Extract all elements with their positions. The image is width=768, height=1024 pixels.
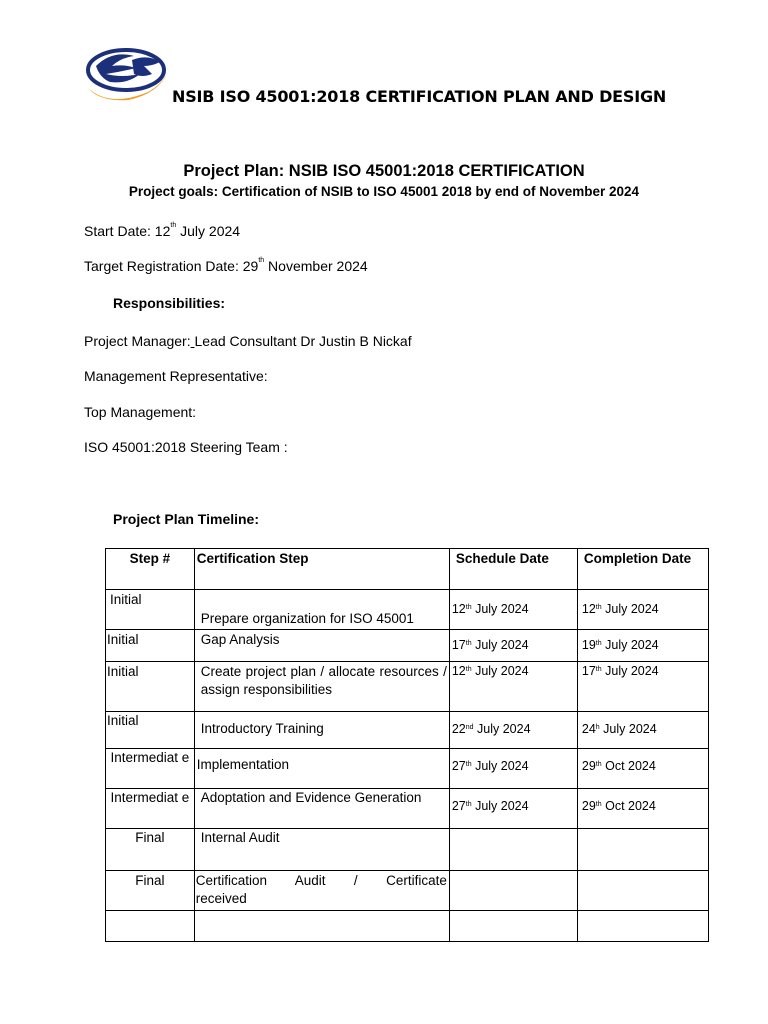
certification-step-cell: Gap Analysis <box>194 630 449 662</box>
step-cell: Final <box>106 871 195 911</box>
schedule-date-cell: 12th July 2024 <box>449 590 577 630</box>
completion-date-cell: 24$^h$ July 2024 <box>577 712 708 749</box>
step-cell: Intermediat e <box>106 749 195 789</box>
table-row <box>106 630 709 662</box>
completion-date-cell: 29th Oct 2024 <box>577 789 708 829</box>
table-row <box>106 712 709 749</box>
schedule-date-cell <box>449 829 577 871</box>
column-header-step: Step # <box>106 549 195 590</box>
schedule-date-cell: 27th July 2024 <box>449 749 577 789</box>
table-row <box>106 789 709 829</box>
table-header-row <box>106 549 709 590</box>
certification-step-cell: Create project plan / allocate resources / assign responsibilities <box>194 662 449 712</box>
project-plan-title: Project Plan: NSIB ISO 45001:2018 CERTIFICATION <box>183 162 585 180</box>
step-cell <box>106 911 195 942</box>
step-cell: Initial <box>106 630 195 662</box>
schedule-date-cell: 12th July 2024 <box>449 662 577 712</box>
start-date: Start Date: 12th July 2024 <box>84 222 241 239</box>
project-manager: Project Manager: Lead Consultant Dr Justin B Nickaf <box>84 333 412 349</box>
step-cell: Initial <box>106 590 195 630</box>
responsibilities-heading: Responsibilities: <box>113 295 226 311</box>
column-header-certification-step: Certification Step <box>194 549 449 590</box>
company-logo-icon <box>82 44 172 106</box>
table-row <box>106 871 709 911</box>
table-row <box>106 829 709 871</box>
certification-step-cell: Adoptation and Evidence Generation <box>194 789 449 829</box>
management-representative: Management Representative: <box>84 368 268 384</box>
completion-date-cell <box>577 871 708 911</box>
table-row <box>106 749 709 789</box>
document-title: NSIB ISO 45001:2018 CERTIFICATION PLAN AND DESIGN <box>172 87 667 106</box>
timeline-heading: Project Plan Timeline: <box>113 511 260 527</box>
project-plan-timeline-table <box>105 548 709 942</box>
project-goals: Project goals: Certification of NSIB to ISO 45001 2018 by end of November 2024 <box>128 184 640 199</box>
table-row <box>106 911 709 942</box>
certification-step-cell: Introductory Training <box>194 712 449 749</box>
completion-date-cell: 17th July 2024 <box>577 662 708 712</box>
certification-step-cell: Prepare organization for ISO 45001 <box>194 590 449 630</box>
step-cell: Final <box>106 829 195 871</box>
column-header-schedule-date: Schedule Date <box>449 549 577 590</box>
table-row <box>106 662 709 712</box>
step-cell: Intermediat e <box>106 789 195 829</box>
certification-step-cell: Implementation <box>194 749 449 789</box>
steering-team: ISO 45001:2018 Steering Team : <box>84 439 288 455</box>
schedule-date-cell: 27th July 2024 <box>449 789 577 829</box>
schedule-date-cell: 17th July 2024 <box>449 630 577 662</box>
certification-step-cell: Certification Audit / Certificate received <box>194 871 449 911</box>
table-row <box>106 590 709 630</box>
completion-date-cell: 19th July 2024 <box>577 630 708 662</box>
column-header-completion-date: Completion Date <box>577 549 708 590</box>
schedule-date-cell <box>449 911 577 942</box>
step-cell: Initial <box>106 712 195 749</box>
top-management: Top Management: <box>84 404 197 420</box>
schedule-date-cell: 22nd July 2024 <box>449 712 577 749</box>
target-registration-date: Target Registration Date: 29th November 2024 <box>84 257 368 274</box>
completion-date-cell <box>577 911 708 942</box>
completion-date-cell: 29th Oct 2024 <box>577 749 708 789</box>
certification-step-cell: Internal Audit <box>194 829 449 871</box>
completion-date-cell: 12th July 2024 <box>577 590 708 630</box>
step-cell: Initial <box>106 662 195 712</box>
schedule-date-cell <box>449 871 577 911</box>
certification-step-cell <box>194 911 449 942</box>
completion-date-cell <box>577 829 708 871</box>
